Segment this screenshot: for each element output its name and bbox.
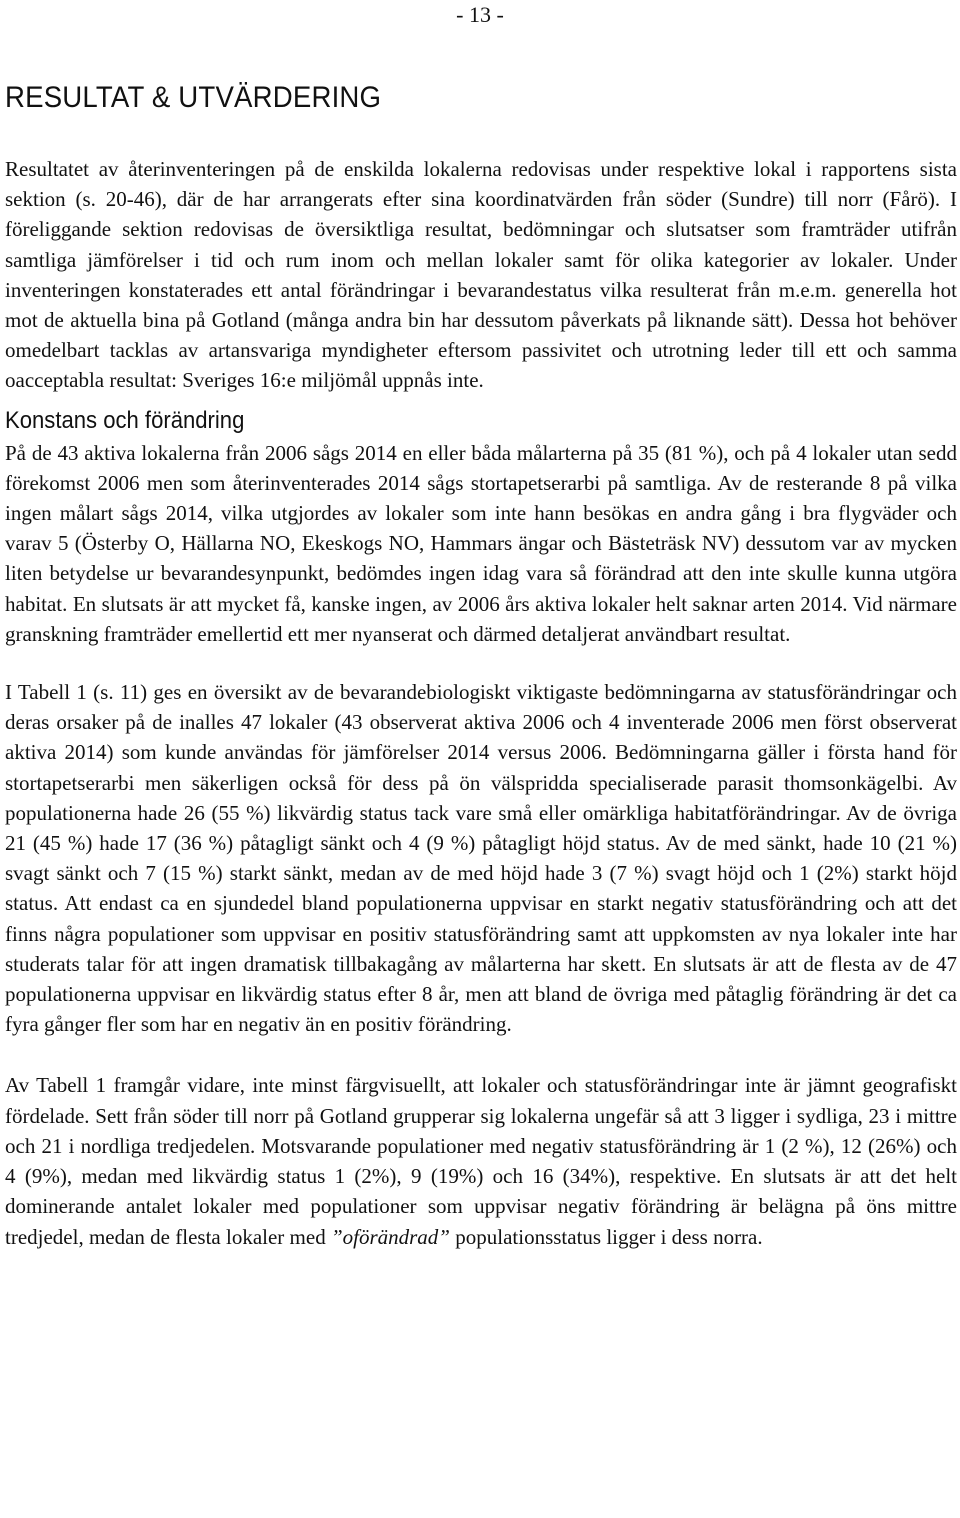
intro-paragraph: Resultatet av återinventeringen på de enskilda lokalerna redovisas under respektive lokal i rapportens sista sektion (s. 20-46), där de har arrangerats efter sina koordinatvärden från söder (Sundre) till norr (Fårö). I föreliggande sektion redovisas de översiktliga resultat, bedömningar och slutsatser som framträder utifrån samtliga jämförelser i tid och rum inom och mellan lokaler samt för olika kategorier av lokaler. Under inventeringen konstaterades ett antal förändringar i bevarandestatus vilka resulterat från m.e.m. generella hot mot de aktuella bina på Gotland (många andra bin har dessutom påverkats på liknande sätt). Dessa hot behöver omedelbart tacklas av artansvariga myndigheter eftersom passivitet och utrotning leder till ett och samma oacceptabla resultat: Sveriges 16:e miljömål uppnås inte. [5,157,957,393]
body-paragraph-3 [5,1070,957,1251]
page-content [5,74,957,1252]
body-paragraph-1: På de 43 aktiva lokalerna från 2006 sågs 2014 en eller båda målarterna på 35 (81 %), och på 4 lokaler utan sedd förekomst 2006 men som återinventerades 2014 sågs stortapetserarbi på samtliga. Av de resterande 8 på vilka ingen målart sågs 2014, vilka utgjordes av lokaler som inte hann besökas en andra gång i bra flygväder och varav 5 (Österby O, Hällarna NO, Ekeskogs NO, Hammars ängar och Bästeträsk NV) dessutom var av mycken liten betydelse ur bevarandesynpunkt, bedömdes ingen idag vara så förändrad att den inte skulle kunna utgöra habitat. En slutsats är att mycket få, kanske ingen, av 2006 års aktiva lokaler helt saknar arten 2014. Vid närmare granskning framträder emellertid ett mer nyanserat och därmed detaljerat användbart resultat. [5,440,957,646]
page-number: - 13 - [456,2,504,27]
spacer [5,1039,957,1070]
spacer [5,649,957,677]
paragraph-3-emphasis: ”oförändrad” [330,1224,450,1249]
section-title: RESULTAT & UTVÄRDERING [5,81,382,114]
spacer [5,396,957,404]
body-paragraph-2: I Tabell 1 (s. 11) ges en översikt av de bevarandebiologiskt viktigaste bedömningarna av statusförändringar och deras orsaker på de inalles 47 lokaler (43 observerat aktiva 2006 och 4 inventerade 2006 men först observerat aktiva 2014) som kunde användas för jämförelser 2014 versus 2006. Bedömningarna gäller i första hand för stortapetserarbi men säkerligen också för dess på ön välspridda specialiserade parasit thomsonkägelbi. Av populationerna hade 26 (55 %) likvärdig status tack vare små eller omärkliga habitatförändringar. Av de övriga 21 (45 %) hade 17 (36 %) påtagligt sänkt och 4 (9 %) påtagligt höjd status. Av de med sänkt, hade 10 (21 %) svagt sänkt och 7 (15 %) starkt sänkt, medan av de med höjd hade 3 (7 %) svagt höjd och 1 (2%) starkt höjd status. Att endast ca en sjundedel bland populationerna uppvisar en starkt negativ statusförändring och att det finns några populationer som uppvisar en positiv statusförändring samt att uppkomsten av nya lokaler inte har studerats talar för att ingen dramatisk tillbakagång av målarterna har skett. En slutsats är att de flesta av de 47 populationerna uppvisar en likvärdig status efter 8 år, men att bland de övriga med påtaglig förändring är det ca fyra gånger fler som har en negativ än en positiv förändring. [5,680,957,1037]
spacer [5,122,957,154]
paragraph-3-main-text: Av Tabell 1 framgår vidare, inte minst färgvisuellt, att lokaler och statusförändringar inte är jämnt geografiskt fördelade. Sett från söder till norr på Gotland grupperar sig lokalerna ungefär så att 3 ligger i sydliga, 23 i mittre och 21 i nordliga tredjedelen. Motsvarande populationer med negativ statusförändring är 1 (2 %), 12 (26%) och 4 (9%), medan med likvärdig status 1 (2%), 9 (19%) och 16 (34%), respektive. En slutsats är att det helt dominerande antalet lokaler med populationer som uppvisar negativ förändring är belägna på öns mittre tredjedel, medan de flesta lokaler med [5,1073,957,1249]
subsection-title: Konstans och förändring [5,406,245,434]
paragraph-3-end-text: populationsstatus ligger i dess norra. [450,1224,763,1249]
